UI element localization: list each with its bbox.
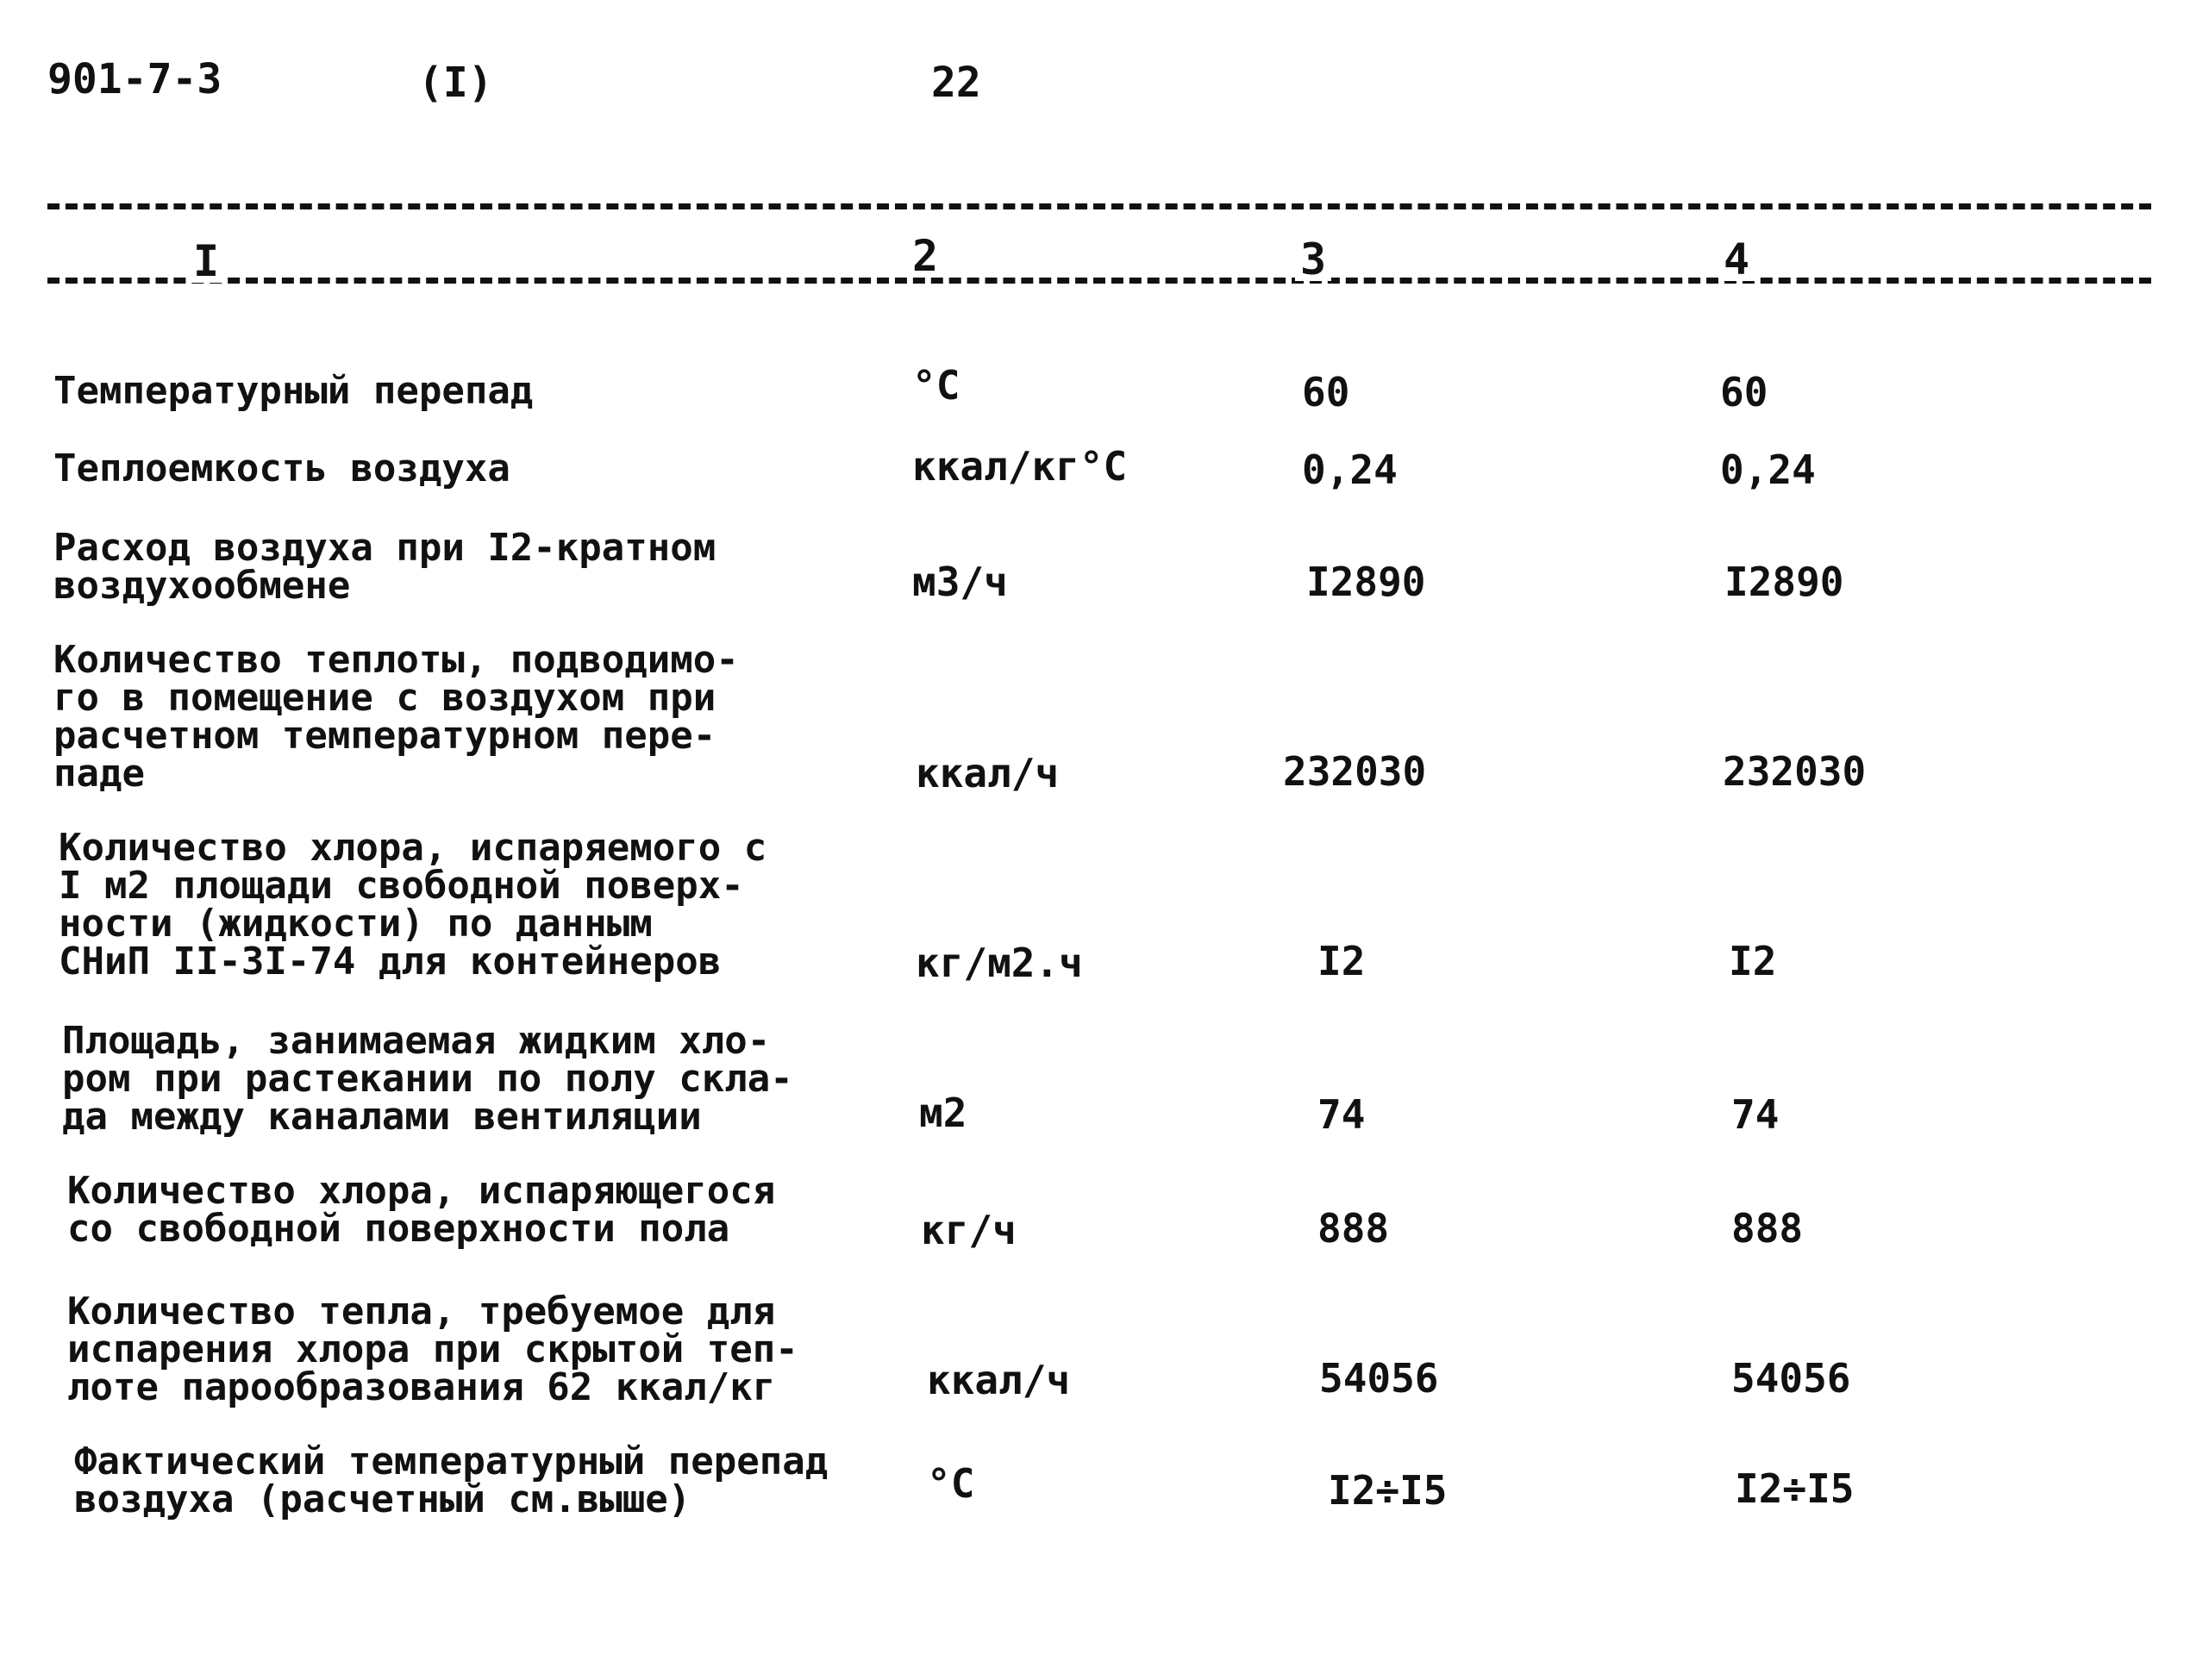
column-number-2: 2 (907, 234, 943, 278)
row-label: Количество теплоты, подводимо- го в помещение с воздухом при расчетном температурном пере- паде (53, 638, 739, 796)
row-value-col3: 888 (1317, 1205, 1390, 1252)
column-number-4: 4 (1718, 238, 1755, 281)
doc-part: (I) (418, 59, 493, 107)
table-top-rule (47, 203, 2151, 209)
row-value-col3: 232030 (1283, 748, 1427, 795)
row-value-col4: I2 (1729, 938, 1777, 984)
row-value-col3: 54056 (1319, 1355, 1439, 1402)
row-label: Температурный перепад (53, 369, 534, 413)
row-value-col4: 74 (1731, 1091, 1780, 1138)
row-label: Фактический температурный перепад воздуха (расчетный см.выше) (74, 1440, 829, 1521)
row-value-col4: I2890 (1724, 559, 1844, 605)
row-unit: °C (927, 1460, 975, 1507)
row-value-col3: I2890 (1306, 559, 1426, 605)
row-unit: м2 (919, 1090, 967, 1136)
page-number: 22 (931, 59, 981, 107)
row-value-col4: 54056 (1731, 1355, 1851, 1402)
row-label: Площадь, занимаемая жидким хло- ром при растекании по полу скла- да между каналами вентиляции (62, 1019, 793, 1139)
row-value-col4: 0,24 (1720, 447, 1816, 493)
row-unit: м3/ч (912, 559, 1008, 605)
row-unit: ккал/ч (927, 1357, 1071, 1403)
table-header-rule (47, 278, 2151, 284)
row-label: Количество хлора, испаряющегося со свободной поверхности пола (67, 1169, 776, 1251)
row-unit: кг/ч (921, 1207, 1017, 1253)
row-label: Теплоемкость воздуха (53, 447, 510, 490)
row-unit: ккал/ч (916, 750, 1060, 796)
row-value-col3: 0,24 (1302, 447, 1398, 493)
row-unit: кг/м2.ч (916, 940, 1083, 986)
doc-code: 901-7-3 (47, 55, 222, 103)
row-value-col3: 74 (1317, 1091, 1366, 1138)
column-number-3: 3 (1295, 238, 1331, 281)
row-value-col3: I2÷I5 (1328, 1467, 1448, 1514)
row-label: Количество тепла, требуемое для испарения хлора при скрытой теп- лоте парообразования 62 ккал/кг (67, 1290, 798, 1409)
row-value-col3: I2 (1317, 938, 1366, 984)
row-value-col3: 60 (1302, 369, 1350, 415)
row-unit: ккал/кг°С (912, 443, 1128, 490)
row-value-col4: 232030 (1723, 748, 1867, 795)
row-unit: °C (912, 362, 960, 409)
row-value-col4: 888 (1731, 1205, 1804, 1252)
row-label: Расход воздуха при I2-кратном воздухообмене (53, 526, 716, 608)
column-number-1: I (188, 240, 224, 283)
row-label: Количество хлора, испаряемого с I м2 площади свободной поверх- ности (жидкости) по данным СНиП II-3I-74 для контейнеров (59, 826, 767, 984)
row-value-col4: 60 (1720, 369, 1768, 415)
row-value-col4: I2÷I5 (1735, 1465, 1855, 1512)
